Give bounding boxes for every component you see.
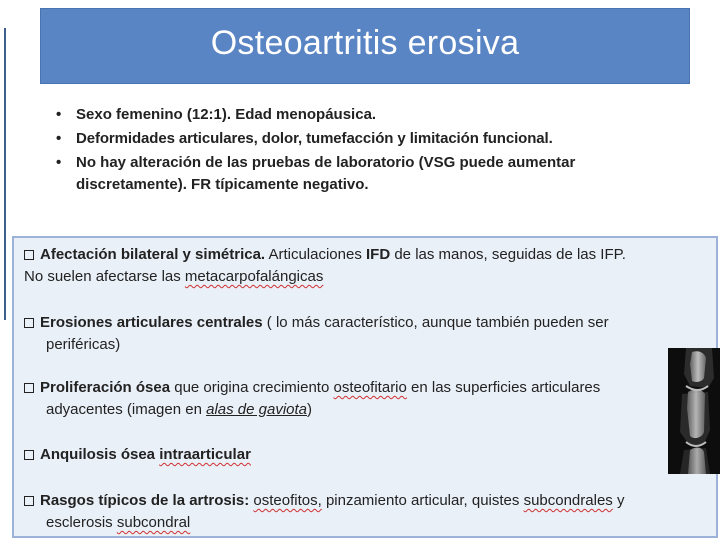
feature-item-rasgos: Rasgos típicos de la artrosis: osteofitos, pinzamiento articular, quistes subcondrales y esclerosis subcondral: [24, 490, 674, 534]
checkbox-icon: [24, 383, 34, 393]
checkbox-icon: [24, 496, 34, 506]
bullet-item: • Deformidades articulares, dolor, tumefacción y limitación funcional.: [52, 127, 672, 151]
bullet-item: • Sexo femenino (12:1). Edad menopáusica.: [52, 103, 672, 127]
feature-item-anquilosis: Anquilosis ósea intraarticular: [24, 444, 674, 466]
features-box: [12, 236, 718, 538]
feature-item-bilateral: Afectación bilateral y simétrica. Articulaciones IFD de las manos, seguidas de las IFP. No suelen afectarse las metacarpofalángicas: [24, 246, 626, 285]
bullet-item: • No hay alteración de las pruebas de laboratorio (VSG puede aumentar discretamente). FR típicamente negativo.: [52, 152, 672, 196]
left-decorative-rule: [4, 28, 6, 320]
finger-xray-image: [668, 348, 720, 474]
checkbox-icon: [24, 318, 34, 328]
checkbox-icon: [24, 450, 34, 460]
slide-title: Osteoartritis erosiva: [210, 23, 520, 62]
checkbox-icon: [24, 250, 34, 260]
top-bullet-list: [52, 103, 672, 196]
title-bar: [40, 8, 690, 84]
feature-item-proliferacion: Proliferación ósea que origina crecimiento osteofitario en las superficies articulares adyacentes (imagen en alas de gaviota): [24, 377, 674, 421]
feature-item-erosiones: Erosiones articulares centrales ( lo más característico, aunque también pueden ser periféricas): [24, 312, 674, 356]
